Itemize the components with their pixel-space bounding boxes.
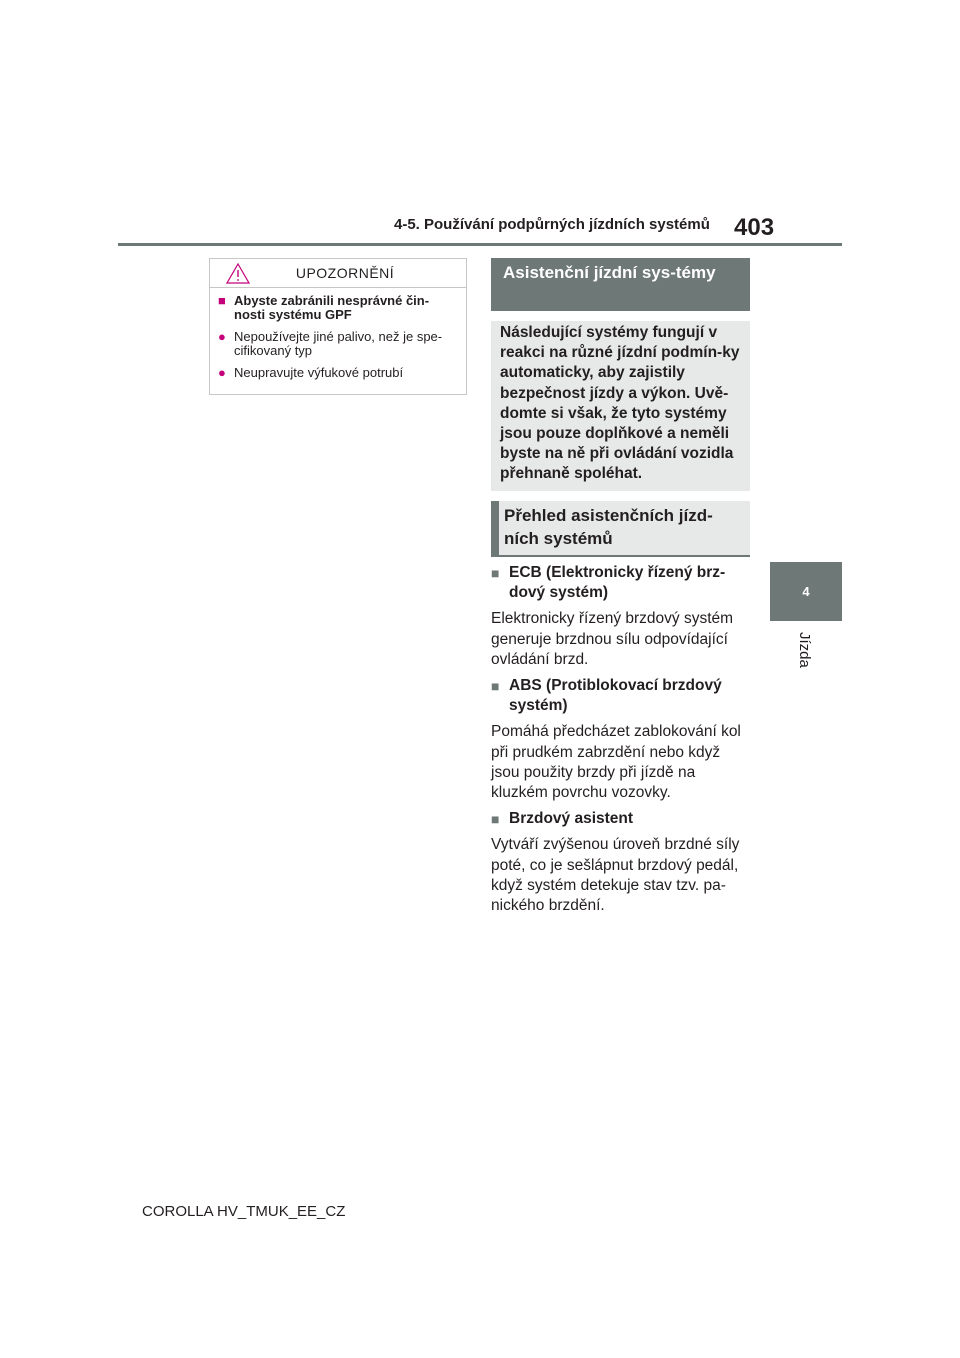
caution-header — [210, 259, 466, 288]
square-bullet-icon: ■ — [218, 293, 226, 308]
square-bullet-icon: ■ — [491, 678, 500, 695]
item-description: Elektronicky řízený brzdový systém generuje brzdnou sílu odpovídající ovládání brzd. — [491, 610, 734, 668]
caution-item — [218, 366, 458, 380]
caution-box — [209, 258, 467, 395]
header-divider — [118, 243, 842, 246]
list-item — [491, 676, 749, 803]
item-title — [491, 676, 749, 716]
subsection-heading: Přehled asistenčních jízd-ních systémů — [491, 501, 750, 557]
item-title-text: ECB (Elektronicky řízený brz-dový systém) — [509, 564, 726, 602]
item-title-text: ABS (Protiblokovací brzdový systém) — [509, 677, 722, 715]
page-number: 403 — [734, 214, 775, 241]
chapter-label: Jízda — [796, 632, 813, 668]
item-title — [491, 563, 749, 603]
section-intro: Následující systémy fungují v reakci na různé jízdní podmín-ky automaticky, aby zajistily bezpečnost jízdy a výkon. Uvě-domte si však, že tyto systémy jsou pouze doplňkové a neměli byste na ně při ovládání vozidla přehnaně spoléhat. — [491, 321, 750, 491]
item-title-text: Brzdový asistent — [509, 810, 634, 828]
round-bullet-icon: ● — [218, 365, 226, 380]
item-title — [491, 809, 749, 829]
item-description: Vytváří zvýšenou úroveň brzdné síly poté, co je sešlápnut brzdový pedál, když systém detekuje stav tzv. pa-nického brzdění. — [491, 836, 740, 915]
caution-title: UPOZORNĚNÍ — [295, 265, 395, 281]
caution-item-text: Nepoužívejte jiné palivo, než je spe-cifikovaný typ — [234, 329, 443, 358]
systems-list — [491, 563, 749, 922]
caution-item-text: Neupravujte výfukové potrubí — [234, 365, 404, 380]
caution-body — [210, 288, 466, 380]
warning-triangle-icon — [226, 263, 250, 284]
round-bullet-icon: ● — [218, 329, 226, 344]
item-description: Pomáhá předcházet zablokování kol při prudkém zabrzdění nebo když jsou použity brzdy při jízdě na kluzkém povrchu vozovky. — [491, 723, 741, 802]
caution-item-text: Abyste zabránili nesprávné čin-nosti systému GPF — [234, 293, 430, 322]
chapter-number: 4 — [802, 584, 810, 599]
list-item — [491, 563, 749, 670]
section-header-title: 4-5. Používání podpůrných jízdních systémů — [394, 216, 710, 233]
caution-item — [218, 330, 458, 358]
list-item — [491, 809, 749, 916]
chapter-tab[interactable] — [770, 562, 842, 621]
square-bullet-icon: ■ — [491, 811, 500, 828]
section-heading: Asistenční jízdní sys-témy — [491, 258, 750, 311]
caution-item — [218, 294, 458, 322]
square-bullet-icon: ■ — [491, 565, 500, 581]
document-footer-code: COROLLA HV_TMUK_EE_CZ — [142, 1203, 346, 1220]
